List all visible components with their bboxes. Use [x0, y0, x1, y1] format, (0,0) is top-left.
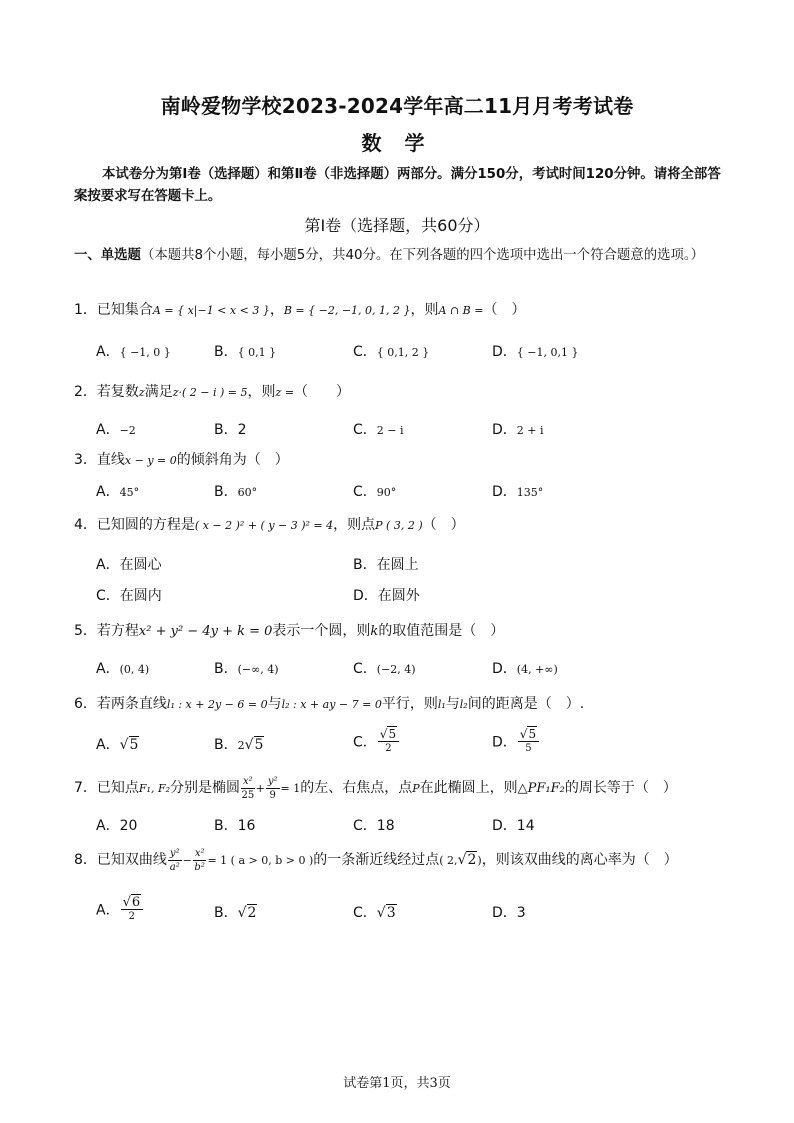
question-number: 6．: [74, 696, 97, 712]
option-text: { 0,1, 2 }: [376, 346, 430, 359]
option-a[interactable]: [96, 815, 137, 835]
option-c[interactable]: [353, 815, 395, 835]
fraction-denominator: 2: [128, 911, 136, 922]
math-expression: ( x − 2 )² + ( y − 3 )² = 4: [194, 519, 334, 532]
question-3-options: [96, 481, 736, 507]
option-a[interactable]: [96, 341, 171, 361]
math-expression: F₁, F₂: [138, 782, 170, 795]
question-text: 的取值范围是（ ）: [378, 623, 505, 639]
option-a[interactable]: [96, 481, 139, 501]
question-text: 间的距离是（ ）.: [467, 696, 585, 712]
option-letter: B．: [353, 557, 377, 573]
question-text: 直线: [96, 452, 125, 468]
option-letter: B．: [214, 484, 238, 500]
math-expression: △PF₁F₂: [517, 781, 565, 796]
question-text: 若两条直线: [96, 696, 167, 712]
option-text: 20: [119, 818, 138, 834]
option-letter: C．: [353, 734, 377, 751]
radicand: 6: [131, 895, 141, 910]
question-text: 已知双曲线: [96, 852, 167, 868]
question-number: 1．: [74, 302, 97, 318]
question-text: ，则: [410, 302, 439, 318]
option-letter: C．: [353, 422, 377, 438]
option-c[interactable]: [353, 419, 404, 439]
option-text: 在圆上: [376, 557, 419, 573]
option-c[interactable]: [353, 728, 400, 755]
question-number: 8．: [74, 852, 97, 868]
math-expression: P ( 3, 2 ): [375, 519, 423, 532]
option-text: 2: [237, 422, 247, 438]
radicand: 5: [254, 737, 264, 753]
option-text: 在圆外: [377, 588, 420, 604]
option-text: 在圆内: [119, 588, 162, 604]
question-text: ，: [269, 302, 284, 318]
math-expression: B = { −2, −1, 0, 1, 2 }: [283, 304, 411, 317]
answer-blank: （ ）: [422, 517, 465, 533]
option-text: { −1, 0 }: [119, 346, 171, 359]
radicand: 5: [129, 737, 139, 753]
option-letter: B．: [214, 737, 238, 753]
option-c[interactable]: [353, 658, 416, 678]
math-expression: z =: [275, 386, 295, 399]
math-expression: k: [370, 624, 379, 639]
question-text: 表示一个圆，则: [272, 623, 371, 639]
fraction-denominator: 9: [269, 789, 276, 801]
question-text: 已知点: [96, 780, 139, 796]
question-number: 7．: [74, 780, 97, 796]
option-b[interactable]: [214, 902, 257, 922]
option-text: 45°: [119, 486, 140, 499]
question-7: [74, 770, 734, 806]
point-expression: ( 2,√2): [439, 852, 482, 868]
option-letter: A．: [96, 557, 120, 573]
exam-instructions: 本试卷分为第Ⅰ卷（选择题）和第Ⅱ卷（非选择题）两部分。满分150分，考试时间120分钟。请将全部答案按要求写在答题卡上。: [74, 167, 721, 204]
fraction: [168, 847, 182, 874]
option-letter: C．: [353, 905, 377, 921]
option-letter: C．: [353, 818, 377, 834]
option-letter: B．: [214, 905, 238, 921]
question-8: [74, 842, 734, 878]
math-expression: z·( 2 − i ) = 5: [172, 386, 248, 399]
radicand: 5: [388, 727, 397, 741]
question-text: 与: [445, 696, 460, 712]
option-letter: B．: [214, 422, 238, 438]
option-letter: D．: [492, 484, 517, 500]
fraction-numerator: x²: [194, 847, 205, 859]
question-3: [74, 450, 734, 471]
fraction-numerator: y²: [267, 775, 278, 787]
section-heading: [74, 245, 724, 267]
option-text: −2: [119, 424, 136, 437]
question-1-options: [96, 341, 736, 367]
option-d[interactable]: [492, 419, 544, 439]
option-letter: B．: [214, 344, 238, 360]
question-5: [74, 621, 734, 642]
option-c[interactable]: [353, 341, 429, 361]
math-expression: l₂: [459, 698, 468, 711]
option-text: 2 − i: [376, 424, 404, 437]
math-expression: l₁ : x + 2y − 6 = 0: [166, 698, 268, 711]
sqrt-expression: 2√5: [237, 737, 264, 753]
option-letter: D．: [492, 344, 517, 360]
option-a[interactable]: [96, 734, 139, 754]
question-text: 在此椭圆上，则: [419, 780, 518, 796]
answer-blank: （ ）: [483, 302, 526, 318]
option-a[interactable]: [96, 554, 162, 574]
question-8-options: [96, 895, 736, 936]
option-letter: A．: [96, 737, 120, 753]
option-b[interactable]: [214, 815, 255, 835]
math-expression: = 1: [280, 782, 301, 795]
option-text: 3: [516, 905, 526, 921]
question-text: 若复数: [96, 384, 139, 400]
option-c[interactable]: [353, 902, 397, 922]
fraction-numerator: √6: [121, 896, 144, 910]
question-text: 已知集合: [96, 302, 153, 318]
option-text: 60°: [237, 486, 258, 499]
option-d[interactable]: [492, 481, 543, 501]
question-4-options-row2: [96, 585, 736, 611]
option-letter: A．: [96, 422, 120, 438]
question-text: 已知圆的方程是: [96, 517, 195, 533]
option-text: 18: [376, 818, 395, 834]
option-d[interactable]: [492, 902, 526, 922]
fraction-numerator: √5: [518, 728, 539, 742]
question-number: 3．: [74, 452, 97, 468]
fraction: [193, 847, 207, 874]
option-b[interactable]: [214, 658, 279, 678]
option-text: { 0,1 }: [237, 346, 277, 359]
math-expression: x − y = 0: [124, 454, 177, 467]
option-letter: A．: [96, 818, 120, 834]
question-number: 2．: [74, 384, 97, 400]
fraction-denominator: a²: [169, 861, 180, 873]
option-d[interactable]: [492, 728, 540, 755]
math-expression: l₂ : x + ay − 7 = 0: [281, 698, 382, 711]
question-number: 5．: [74, 623, 97, 639]
question-text: ，则该双曲线的离心率为（ ）: [481, 852, 678, 868]
question-text: 的周长等于（ ）: [564, 780, 677, 796]
fraction: [378, 728, 399, 755]
question-number: 4．: [74, 517, 97, 533]
option-letter: A．: [96, 344, 120, 360]
option-letter: A．: [96, 484, 120, 500]
fraction: [241, 775, 255, 802]
option-d[interactable]: [492, 658, 558, 678]
option-letter: C．: [353, 344, 377, 360]
option-letter: D．: [492, 661, 517, 677]
fraction: [518, 728, 539, 755]
option-c[interactable]: [353, 481, 396, 501]
question-text: 的一条渐近线经过点: [313, 852, 440, 868]
section-title: 一、单选题: [74, 248, 141, 263]
question-2-options: [96, 419, 736, 445]
point-prefix: ( 2,: [439, 854, 458, 867]
option-b[interactable]: [214, 481, 257, 501]
fraction: [121, 896, 144, 923]
option-text: (4, +∞): [516, 663, 558, 676]
question-4-options-row1: [96, 554, 736, 580]
option-a[interactable]: [96, 896, 144, 923]
point-suffix: ): [477, 854, 482, 867]
option-letter: D．: [492, 905, 517, 921]
option-b[interactable]: [214, 341, 276, 361]
option-text: (−∞, 4): [237, 663, 279, 676]
option-text: 135°: [516, 486, 544, 499]
question-2: [74, 382, 734, 403]
exam-title: 南岭爱物学校2023-2024学年高二11月月考考试卷: [160, 94, 634, 118]
fraction-numerator: x²: [243, 775, 253, 787]
question-text: 的左、右焦点，点: [300, 780, 413, 796]
option-text: (0, 4): [119, 663, 150, 676]
answer-blank: （ ）: [294, 384, 351, 400]
option-letter: D．: [492, 818, 517, 834]
option-letter: D．: [492, 734, 517, 751]
option-d[interactable]: [353, 585, 420, 605]
page-footer: 试卷第1页，共3页: [343, 1076, 451, 1091]
option-b[interactable]: [214, 734, 264, 754]
option-text: { −1, 0,1 }: [516, 346, 579, 359]
radicand: 2: [247, 905, 257, 921]
operator: −: [182, 854, 192, 867]
question-text: ，则点: [333, 517, 376, 533]
math-expression: A ∩ B =: [438, 304, 484, 317]
question-7-options: [96, 815, 736, 841]
option-letter: D．: [353, 588, 378, 604]
question-text: 与: [267, 696, 282, 712]
option-letter: A．: [96, 661, 120, 677]
fraction-numerator: √5: [378, 728, 399, 742]
question-5-options: [96, 658, 736, 684]
fraction-denominator: b²: [194, 861, 205, 873]
radicand: 5: [528, 727, 537, 741]
option-b[interactable]: [353, 554, 419, 574]
question-6: [74, 694, 734, 715]
fraction-denominator: 5: [525, 743, 532, 754]
option-text: (−2, 4): [376, 663, 416, 676]
option-letter: C．: [353, 661, 377, 677]
coefficient: 2: [237, 739, 245, 752]
fraction-denominator: 25: [241, 789, 255, 801]
sqrt-expression: √5: [119, 737, 139, 753]
exam-subject: 数 学: [361, 131, 433, 155]
question-1: [74, 300, 734, 321]
fraction-denominator: 2: [385, 743, 392, 754]
question-text: 满足: [144, 384, 173, 400]
fraction-numerator: y²: [169, 847, 180, 859]
math-expression: A = { x|−1 < x < 3 }: [152, 304, 270, 317]
radicand: 2: [467, 852, 477, 868]
option-text: 2 + i: [516, 424, 544, 437]
option-d[interactable]: [492, 341, 578, 361]
option-text: 在圆心: [119, 557, 162, 573]
option-letter: B．: [214, 661, 238, 677]
option-letter: C．: [96, 588, 120, 604]
question-text: 平行，则: [381, 696, 438, 712]
fraction: [266, 775, 280, 802]
option-c[interactable]: [96, 585, 162, 605]
question-text: 的倾斜角为（ ）: [176, 452, 289, 468]
option-letter: D．: [492, 422, 517, 438]
math-expression: = 1 ( a > 0, b > 0 ): [207, 854, 314, 867]
sqrt-expression: √2: [237, 905, 257, 921]
question-6-options: [96, 727, 736, 768]
operator: +: [255, 782, 265, 795]
option-b[interactable]: [214, 419, 247, 439]
question-text: 若方程: [96, 623, 139, 639]
radicand: 3: [386, 905, 396, 921]
question-text: ，则: [247, 384, 276, 400]
option-a[interactable]: [96, 658, 149, 678]
sqrt-expression: √3: [376, 905, 396, 921]
option-d[interactable]: [492, 815, 535, 835]
math-expression: z: [138, 386, 145, 399]
option-letter: A．: [96, 902, 120, 919]
option-letter: B．: [214, 818, 238, 834]
math-expression: x² + y² − 4y + k = 0: [138, 624, 273, 639]
option-letter: C．: [353, 484, 377, 500]
section-description: （本题共8个小题，每小题5分，共40分。在下列各题的四个选项中选出一个符合题意的选项。）: [140, 248, 704, 263]
option-text: 90°: [376, 486, 397, 499]
option-text: 16: [237, 818, 256, 834]
math-expression: P: [412, 782, 420, 795]
question-text: 分别是椭圆: [170, 780, 240, 796]
option-text: 14: [516, 818, 535, 834]
option-a[interactable]: [96, 419, 136, 439]
question-4: [74, 515, 734, 536]
math-expression: l₁: [437, 698, 446, 711]
part-title: 第Ⅰ卷（选择题，共60分）: [304, 216, 490, 235]
